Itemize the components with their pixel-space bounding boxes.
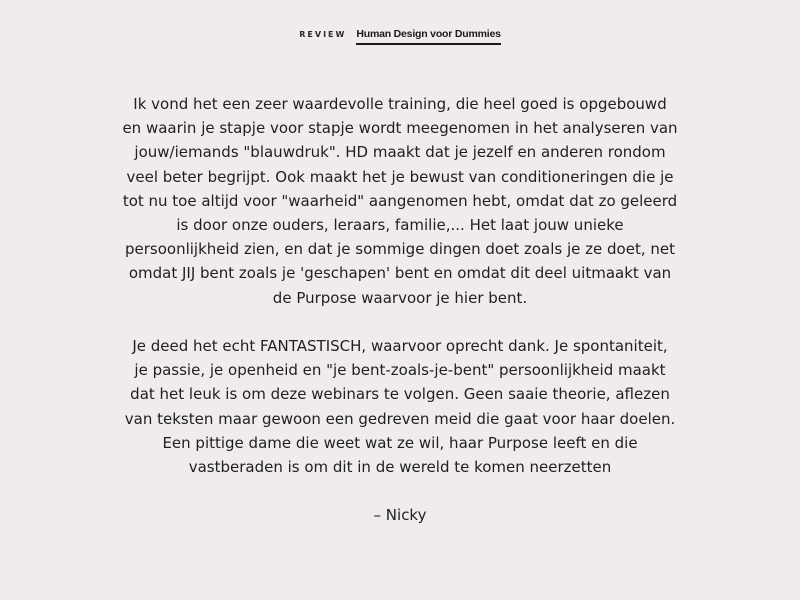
review-body	[80, 92, 720, 528]
review-label: REVIEW	[299, 30, 347, 39]
review-title: Human Design voor Dummies	[356, 28, 501, 40]
review-paragraph-1: Ik vond het een zeer waardevolle training, die heel goed is opgebouwd en waarin je stapje voor stapje wordt meegenomen in het analyseren van jouw/iemands "blauwdruk". HD maakt dat je jezelf en anderen rondom veel beter begrijpt. Ook maakt het je bewust van conditioneringen die je tot nu toe altijd voor "waarheid" aangenomen hebt, omdat dat zo geleerd is door onze ouders, leraars, familie,... Het laat jouw unieke persoonlijkheid zien, en dat je sommige dingen doet zoals je ze doet, net omdat JIJ bent zoals je 'geschapen' bent en omdat dit deel uitmaakt van de Purpose waarvoor je hier bent.	[122, 95, 678, 307]
review-header	[0, 28, 800, 45]
title-underline	[356, 43, 500, 45]
review-paragraph-2: Je deed het echt FANTASTISCH, waarvoor oprecht dank. Je spontaniteit, je passie, je openheid en "je bent-zoals-je-bent" persoonlijkheid maakt dat het leuk is om deze webinars te volgen. Geen saaie theorie, aflezen van teksten maar gewoon een gedreven meid die gaat voor haar doelen. Een pittige dame die weet wat ze wil, haar Purpose leeft en die vastberaden is om dit in de wereld te komen neerzetten	[124, 337, 676, 477]
review-title-wrap	[356, 28, 500, 45]
review-author: – Nicky	[373, 506, 427, 525]
